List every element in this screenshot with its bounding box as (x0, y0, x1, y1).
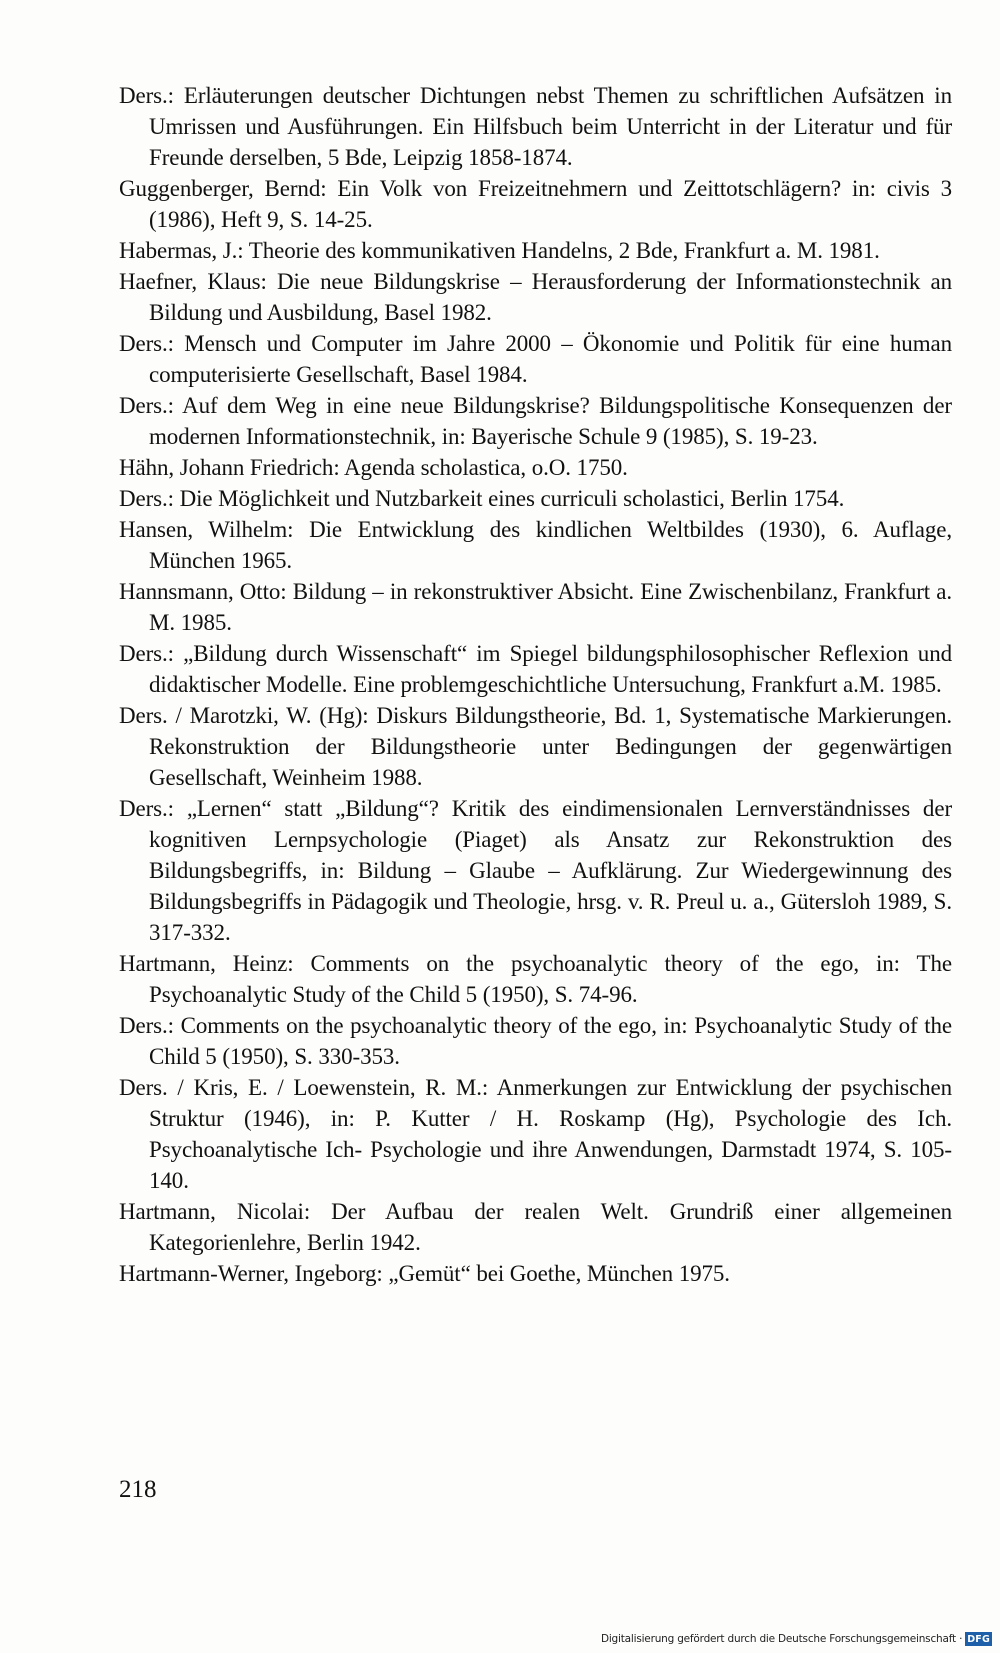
bibliography-entry: Ders.: Auf dem Weg in eine neue Bildungskrise? Bildungspolitische Konsequenzen der modernen Informationstechnik, in: Bayerische Schule 9 (1985), S. 19-23. (119, 393, 952, 449)
bibliography-entry: Guggenberger, Bernd: Ein Volk von Freizeitnehmern und Zeittotschlägern? in: civis 3 (1986), Heft 9, S. 14-25. (119, 176, 952, 232)
bibliography-list (119, 80, 952, 1289)
bibliography-entry: Ders.: Mensch und Computer im Jahre 2000 – Ökonomie und Politik für eine human computerisierte Gesellschaft, Basel 1984. (119, 331, 952, 387)
bibliography-entry: Ders. / Kris, E. / Loewenstein, R. M.: Anmerkungen zur Entwicklung der psychischen Struktur (1946), in: P. Kutter / H. Roskamp (Hg), Psychologie des Ich. Psychoanalytische Ich- Psychologie und ihre Anwendungen, Darmstadt 1974, S. 105-140. (119, 1075, 952, 1193)
bibliography-entry: Habermas, J.: Theorie des kommunikativen Handelns, 2 Bde, Frankfurt a. M. 1981. (119, 238, 880, 263)
bibliography-entry: Ders.: Die Möglichkeit und Nutzbarkeit eines curriculi scholastici, Berlin 1754. (119, 486, 845, 511)
bibliography-entry: Ders.: Erläuterungen deutscher Dichtungen nebst Themen zu schriftlichen Aufsätzen in Umrissen und Ausführungen. Ein Hilfsbuch beim Unterricht in der Literatur und für Freunde derselben, 5 Bde, Leipzig 1858-1874. (119, 83, 952, 170)
bibliography-entry: Hansen, Wilhelm: Die Entwicklung des kindlichen Weltbildes (1930), 6. Auflage, München 1965. (119, 517, 952, 573)
bibliography-entry: Hartmann, Heinz: Comments on the psychoanalytic theory of the ego, in: The Psychoanalytic Study of the Child 5 (1950), S. 74-96. (119, 951, 952, 1007)
bibliography-entry: Ders.: „Bildung durch Wissenschaft“ im Spiegel bildungsphilosophischer Reflexion und didaktischer Modelle. Eine problemgeschichtliche Untersuchung, Frankfurt a.M. 1985. (119, 641, 952, 697)
bibliography-entry: Hartmann-Werner, Ingeborg: „Gemüt“ bei Goethe, München 1975. (119, 1261, 730, 1286)
dfg-logo-icon: DFG (967, 1633, 990, 1645)
bibliography-entry: Hähn, Johann Friedrich: Agenda scholastica, o.O. 1750. (119, 455, 628, 480)
bibliography-entry: Hannsmann, Otto: Bildung – in rekonstruktiver Absicht. Eine Zwischenbilanz, Frankfurt a. M. 1985. (119, 579, 952, 635)
bibliography-entry: Hartmann, Nicolai: Der Aufbau der realen Welt. Grundriß einer allgemeinen Kategorienlehre, Berlin 1942. (119, 1199, 952, 1255)
page-number: 218 (119, 1476, 157, 1503)
bibliography-entry: Ders.: Comments on the psychoanalytic theory of the ego, in: Psychoanalytic Study of the Child 5 (1950), S. 330-353. (119, 1013, 952, 1069)
bibliography-entry: Ders. / Marotzki, W. (Hg): Diskurs Bildungstheorie, Bd. 1, Systematische Markierungen. Rekonstruktion der Bildungstheorie unter Bedingungen der gegenwärtigen Gesellschaft, Weinheim 1988. (119, 703, 952, 790)
digitization-footer (601, 1629, 992, 1649)
footer-text: Digitalisierung gefördert durch die Deutsche Forschungsgemeinschaft · (600, 1633, 963, 1645)
bibliography-entry: Ders.: „Lernen“ statt „Bildung“? Kritik des eindimensionalen Lernverständnisses der kognitiven Lernpsychologie (Piaget) als Ansatz zur Rekonstruktion des Bildungsbegriffs, in: Bildung – Glaube – Aufklärung. Zur Wiedergewinnung des Bildungsbegriffs in Pädagogik und Theologie, hrsg. v. R. Preul u. a., Gütersloh 1989, S. 317-332. (119, 796, 952, 945)
bibliography-entry: Haefner, Klaus: Die neue Bildungskrise – Herausforderung der Informationstechnik an Bildung und Ausbildung, Basel 1982. (119, 269, 952, 325)
